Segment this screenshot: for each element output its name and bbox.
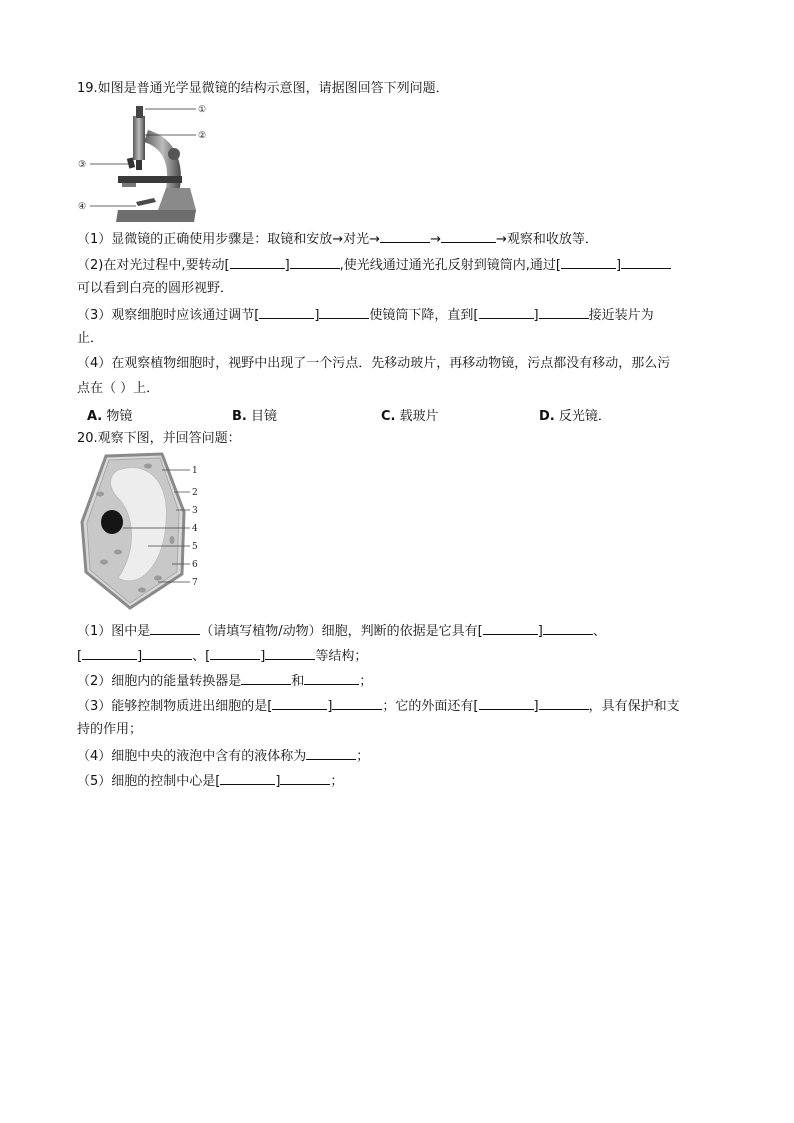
answer-blank[interactable] xyxy=(150,621,200,635)
cell-label-4: 4 xyxy=(192,524,198,534)
q20-title: 20.观察下图，并回答问题： xyxy=(77,431,241,446)
answer-blank[interactable] xyxy=(306,746,356,760)
answer-blank[interactable] xyxy=(259,305,314,319)
option-d[interactable]: D. 反光镜． xyxy=(539,409,611,424)
cell-label-2: 2 xyxy=(192,488,198,498)
q19-part4: （4）在观察植物细胞时，视野中出现了一个污点．先移动玻片，再移动物镜，污点都没有移动，那么污 xyxy=(77,356,671,371)
q20-part1: （1）图中是 （请填写植物/动物）细胞，判断的依据是它具有[ ] 、 xyxy=(77,621,606,641)
answer-blank[interactable] xyxy=(304,671,359,685)
answer-blank[interactable] xyxy=(280,771,330,785)
microscope-figure xyxy=(78,102,218,224)
answer-blank[interactable] xyxy=(142,646,192,660)
q20-part1-cont: [ ] 、[ ] 等结构； xyxy=(77,646,367,666)
answer-blank[interactable] xyxy=(479,696,534,710)
answer-blank[interactable] xyxy=(561,255,616,269)
option-b[interactable]: B. 目镜 xyxy=(232,409,278,424)
answer-blank[interactable] xyxy=(241,671,291,685)
answer-blank[interactable] xyxy=(82,646,137,660)
answer-blank[interactable] xyxy=(539,305,589,319)
q19-part1: （1）显微镜的正确使用步骤是：取镜和安放→对光→ → →观察和收放等． xyxy=(77,229,598,249)
microscope-label-4: ④ xyxy=(78,202,87,212)
q19-part2: （2)在对光过程中,要转动[ ] ,使光线通过通光孔反射到镜筒内,通过[ ] xyxy=(77,255,671,275)
cell-label-1: 1 xyxy=(192,466,198,476)
microscope-label-1: ① xyxy=(198,105,207,115)
q19-part2-cont: 可以看到白亮的圆形视野． xyxy=(77,281,234,296)
q19-part3: （3）观察细胞时应该通过调节[ ] 使镜筒下降，直到[ ] 接近装片为 xyxy=(77,305,654,325)
cell-label-7: 7 xyxy=(192,578,198,588)
answer-blank[interactable] xyxy=(332,696,382,710)
cell-label-5: 5 xyxy=(192,542,198,552)
answer-blank[interactable] xyxy=(479,305,534,319)
q19-title: 19.如图是普通光学显微镜的结构示意图，请据图回答下列问题． xyxy=(77,81,449,96)
q20-part3-cont: 持的作用； xyxy=(77,722,143,737)
microscope-label-2: ② xyxy=(198,131,207,141)
q19-part3-cont: 止． xyxy=(77,331,104,346)
answer-blank[interactable] xyxy=(380,229,430,243)
q20-part3: （3）能够控制物质进出细胞的是[ ] ；它的外面还有[ ] ，具有保护和支 xyxy=(77,696,680,716)
answer-blank[interactable] xyxy=(539,696,589,710)
option-c[interactable]: C. 载玻片 xyxy=(381,409,439,424)
plant-cell-figure xyxy=(78,452,208,610)
cell-label-3: 3 xyxy=(192,506,198,516)
answer-blank[interactable] xyxy=(265,646,315,660)
answer-blank[interactable] xyxy=(621,255,671,269)
q20-part4: （4）细胞中央的液泡中含有的液体称为 ； xyxy=(77,746,369,766)
answer-blank[interactable] xyxy=(483,621,538,635)
answer-blank[interactable] xyxy=(543,621,593,635)
q20-part2: （2）细胞内的能量转换器是 和 ； xyxy=(77,671,372,691)
answer-blank[interactable] xyxy=(272,696,327,710)
answer-blank[interactable] xyxy=(319,305,369,319)
q19-part4-cont: 点在（ ）上． xyxy=(77,381,160,396)
cell-label-6: 6 xyxy=(192,560,198,570)
answer-blank[interactable] xyxy=(230,255,285,269)
q20-part5: （5）细胞的控制中心是[ ] ； xyxy=(77,771,343,791)
answer-blank[interactable] xyxy=(220,771,275,785)
option-a[interactable]: A. 物镜 xyxy=(87,409,133,424)
answer-blank[interactable] xyxy=(290,255,340,269)
answer-blank[interactable] xyxy=(441,229,496,243)
microscope-label-3: ③ xyxy=(78,160,87,170)
answer-blank[interactable] xyxy=(210,646,260,660)
